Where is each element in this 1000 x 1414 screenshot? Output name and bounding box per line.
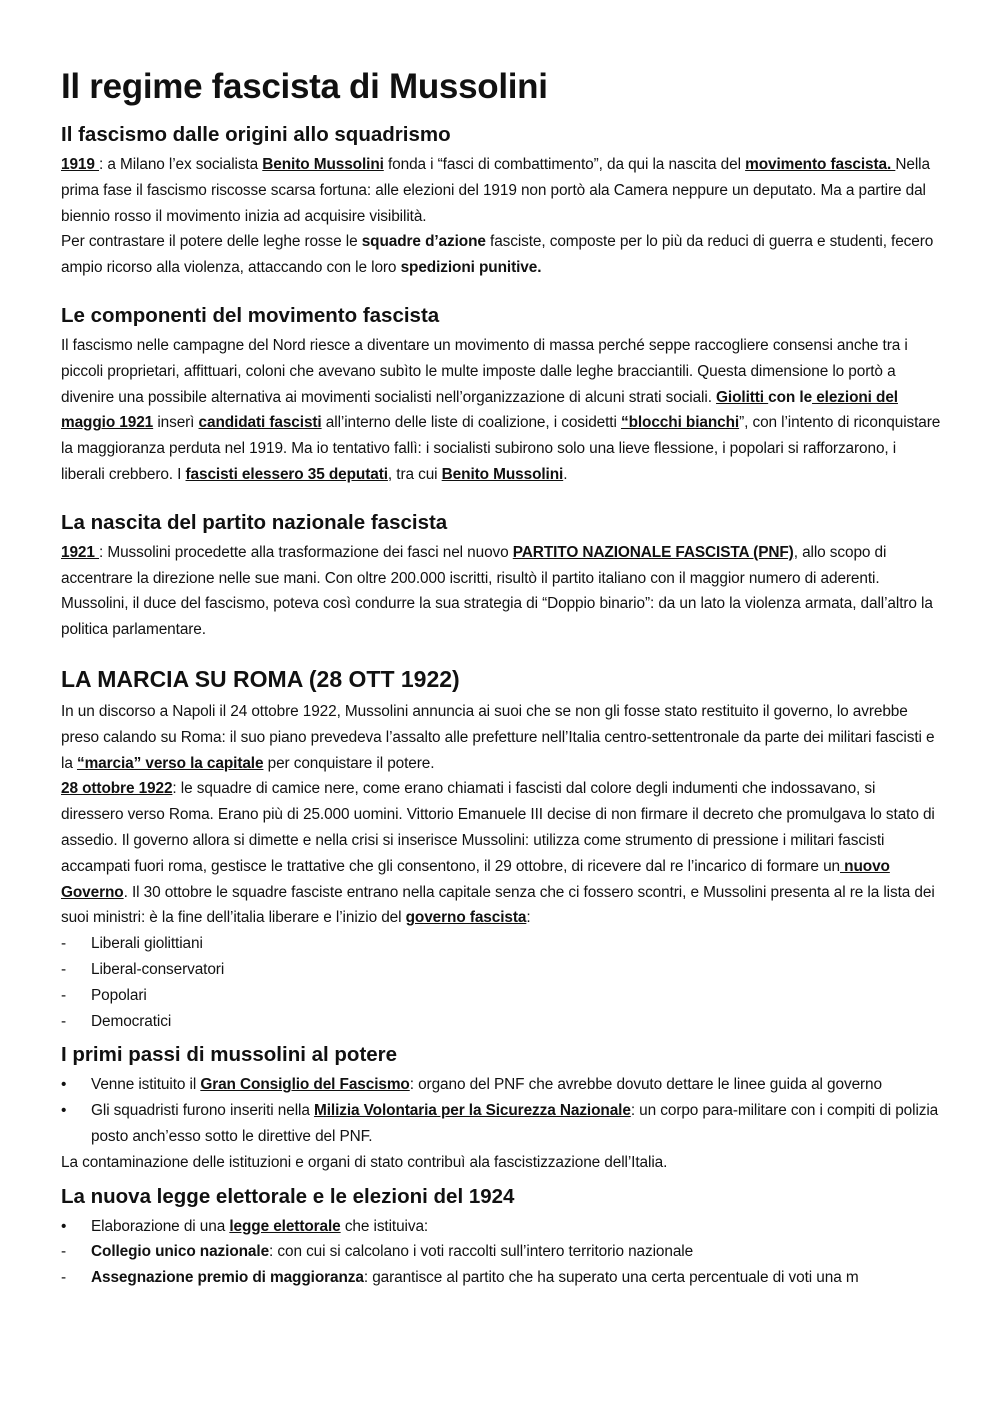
term-premio-maggioranza: Assegnazione premio di maggioranza <box>91 1269 364 1287</box>
term-giolitti: Giolitti <box>716 388 769 406</box>
list-item: - Popolari <box>61 986 147 1004</box>
year-1921: 1921 <box>61 543 100 561</box>
date-28-ottobre-1922: 28 ottobre 1922 <box>61 780 173 798</box>
document-page <box>61 66 941 1291</box>
primi-passi-list <box>61 1072 941 1149</box>
section-heading-pnf: La nascita del partito nazionale fascista <box>61 510 448 534</box>
paragraph-components: Il fascismo nelle campagne del Nord riesce a diventare un movimento di massa perché seppe raccogliere consensi anche tra i piccoli proprietari, affittuari, coloni che avevano subìto le multe imposte dalle leghe bracciantili. Questa dimensione lo portò a divenire una possibile alternativa ai movimenti socialisti nell’organizzazione di alcuni strati sociali. Giolitti con le elezioni del maggio 1921 inserì candidati fascisti all’interno delle liste di coalizione, i cosidetti “blocchi bianchi”, con l’intento di riconquistare la maggioranza perduta nel 1919. Ma io tentativo fallì: i socialisti subirono solo una lieve flessione, i popolari si rafforzarono, i liberali crebbero. I fascisti elessero 35 deputati, tra cui Benito Mussolini. <box>61 336 941 483</box>
section-heading-primi-passi: I primi passi di mussolini al potere <box>61 1043 398 1067</box>
section-heading-marcia: LA MARCIA SU ROMA (28 OTT 1922) <box>61 665 460 692</box>
term-governo-fascista: governo fascista <box>405 909 527 927</box>
term-nuovo-governo: nuovo Governo <box>61 857 890 901</box>
term-blocchi-bianchi: “blocchi bianchi <box>620 414 740 432</box>
term-35-deputati: fascisti elessero 35 deputati <box>185 465 388 483</box>
term-squadre-azione: squadre d’azione <box>361 233 486 251</box>
list-item: - Democratici <box>61 1012 172 1030</box>
paragraph-origins-2: Per contrastare il potere delle leghe rosse le squadre d’azione fasciste, composte per lo più da reduci di guerra e studenti, fecero ampio ricorso alla violenza, attaccando con le loro spedizioni punitive. <box>61 233 934 277</box>
legge-elettorale-list <box>61 1214 941 1291</box>
section-heading-origins: Il fascismo dalle origini allo squadrismo <box>61 123 451 146</box>
list-item: - Liberal-conservatori <box>61 960 225 978</box>
paragraph-origins-1: 1919 : a Milano l’ex socialista Benito Mussolini fonda i “fasci di combattimento”, da qui la nascita del movimento fascista. Nella prima fase il fascismo riscosse scarsa fortuna: alle elezioni del 1919 non portò ala Camera neppure un deputato. Ma a partire dal biennio rosso il movimento inizia ad acquisire visibilità. <box>61 156 930 225</box>
term-spedizioni-punitive: spedizioni punitive. <box>400 259 542 277</box>
term-gran-consiglio: Gran Consiglio del Fascismo <box>200 1076 410 1094</box>
list-item: • Gli squadristi furono inseriti nella Milizia Volontaria per la Sicurezza Nazionale: un corpo para-militare con i compiti di polizia posto anch’esso sotto le direttive del PNF. <box>61 1102 939 1145</box>
ministers-list <box>61 931 941 1034</box>
paragraph-contaminazione: La contaminazione delle istituzioni e organi di stato contribuì ala fascistizzazione dell’Italia. <box>61 1153 668 1171</box>
term-benito-mussolini-2: Benito Mussolini <box>441 465 564 483</box>
term-marcia-capitale: “marcia” verso la capitale <box>76 754 264 772</box>
term-milizia-volontaria: Milizia Volontaria per la Sicurezza Nazionale <box>314 1102 631 1120</box>
list-item: - Liberali giolittiani <box>61 935 203 953</box>
term-collegio-unico: Collegio unico nazionale <box>91 1243 270 1261</box>
term-benito-mussolini: Benito Mussolini <box>262 156 384 173</box>
list-item: - Collegio unico nazionale: con cui si calcolano i voti raccolti sull’intero territorio nazionale <box>61 1243 694 1261</box>
paragraph-marcia-2: 28 ottobre 1922: le squadre di camice nere, come erano chiamati i fascisti dal colore degli indumenti che indossavano, si diressero verso Roma. Erano più di 25.000 uomini. Vittorio Emanuele III decise di non firmare il decreto che promulgava lo stato di assedio. Il governo allora si dimette e nella crisi si inserisce Mussolini: utilizza come strumento di pressione i militari fascisti accampati fuori roma, gestisce le trattative che gli consentono, il 29 ottobre, di ricevere dal re l’incarico di formare un nuovo Governo. Il 30 ottobre le squadre fasciste entrano nella capitale senza che ci fossero scontri, e Mussolini presenta al re la lista dei suoi ministri: è la fine dell’italia liberare e l’inizio del governo fascista: <box>61 780 935 927</box>
paragraph-pnf: 1921 : Mussolini procedette alla trasformazione dei fasci nel nuovo PARTITO NAZIONALE FASCISTA (PNF), allo scopo di accentrare la direzione nelle sue mani. Con oltre 200.000 iscritti, risultò il partito italiano con il maggior numero di aderenti. Mussolini, il duce del fascismo, poteva così condurre la sua strategia di “Doppio binario”: da un lato la violenza armata, dall’altro la politica parlamentare. <box>61 543 933 639</box>
list-item: - Assegnazione premio di maggioranza: garantisce al partito che ha superato una certa percentuale di voti una m <box>61 1269 859 1287</box>
section-heading-legge-elettorale: La nuova legge elettorale e le elezioni del 1924 <box>61 1184 515 1208</box>
list-item: • Elaborazione di una legge elettorale che istituiva: <box>61 1217 429 1235</box>
section-heading-components: Le componenti del movimento fascista <box>61 303 440 327</box>
page-title: Il regime fascista di Mussolini <box>61 67 548 106</box>
list-item: • Venne istituito il Gran Consiglio del Fascismo: organo del PNF che avrebbe dovuto dettare le linee guida al governo <box>61 1076 882 1094</box>
term-movimento-fascista: movimento fascista. <box>745 156 896 173</box>
term-elezioni-1921: elezioni del maggio 1921 <box>61 388 898 432</box>
term-pnf: PARTITO NAZIONALE FASCISTA (PNF) <box>512 543 794 561</box>
term-candidati-fascisti: candidati fascisti <box>198 414 322 432</box>
year-1919: 1919 <box>61 156 100 173</box>
term-legge-elettorale: legge elettorale <box>229 1217 341 1235</box>
paragraph-marcia-1: In un discorso a Napoli il 24 ottobre 1922, Mussolini annuncia ai suoi che se non gli fosse stato restituito il governo, lo avrebbe preso calando su Roma: il suo piano prevedeva l’assalto alle prefetture nell’Italia centro-settentronale da parte dei militari fascisti e la “marcia” verso la capitale per conquistare il potere. <box>61 702 935 772</box>
